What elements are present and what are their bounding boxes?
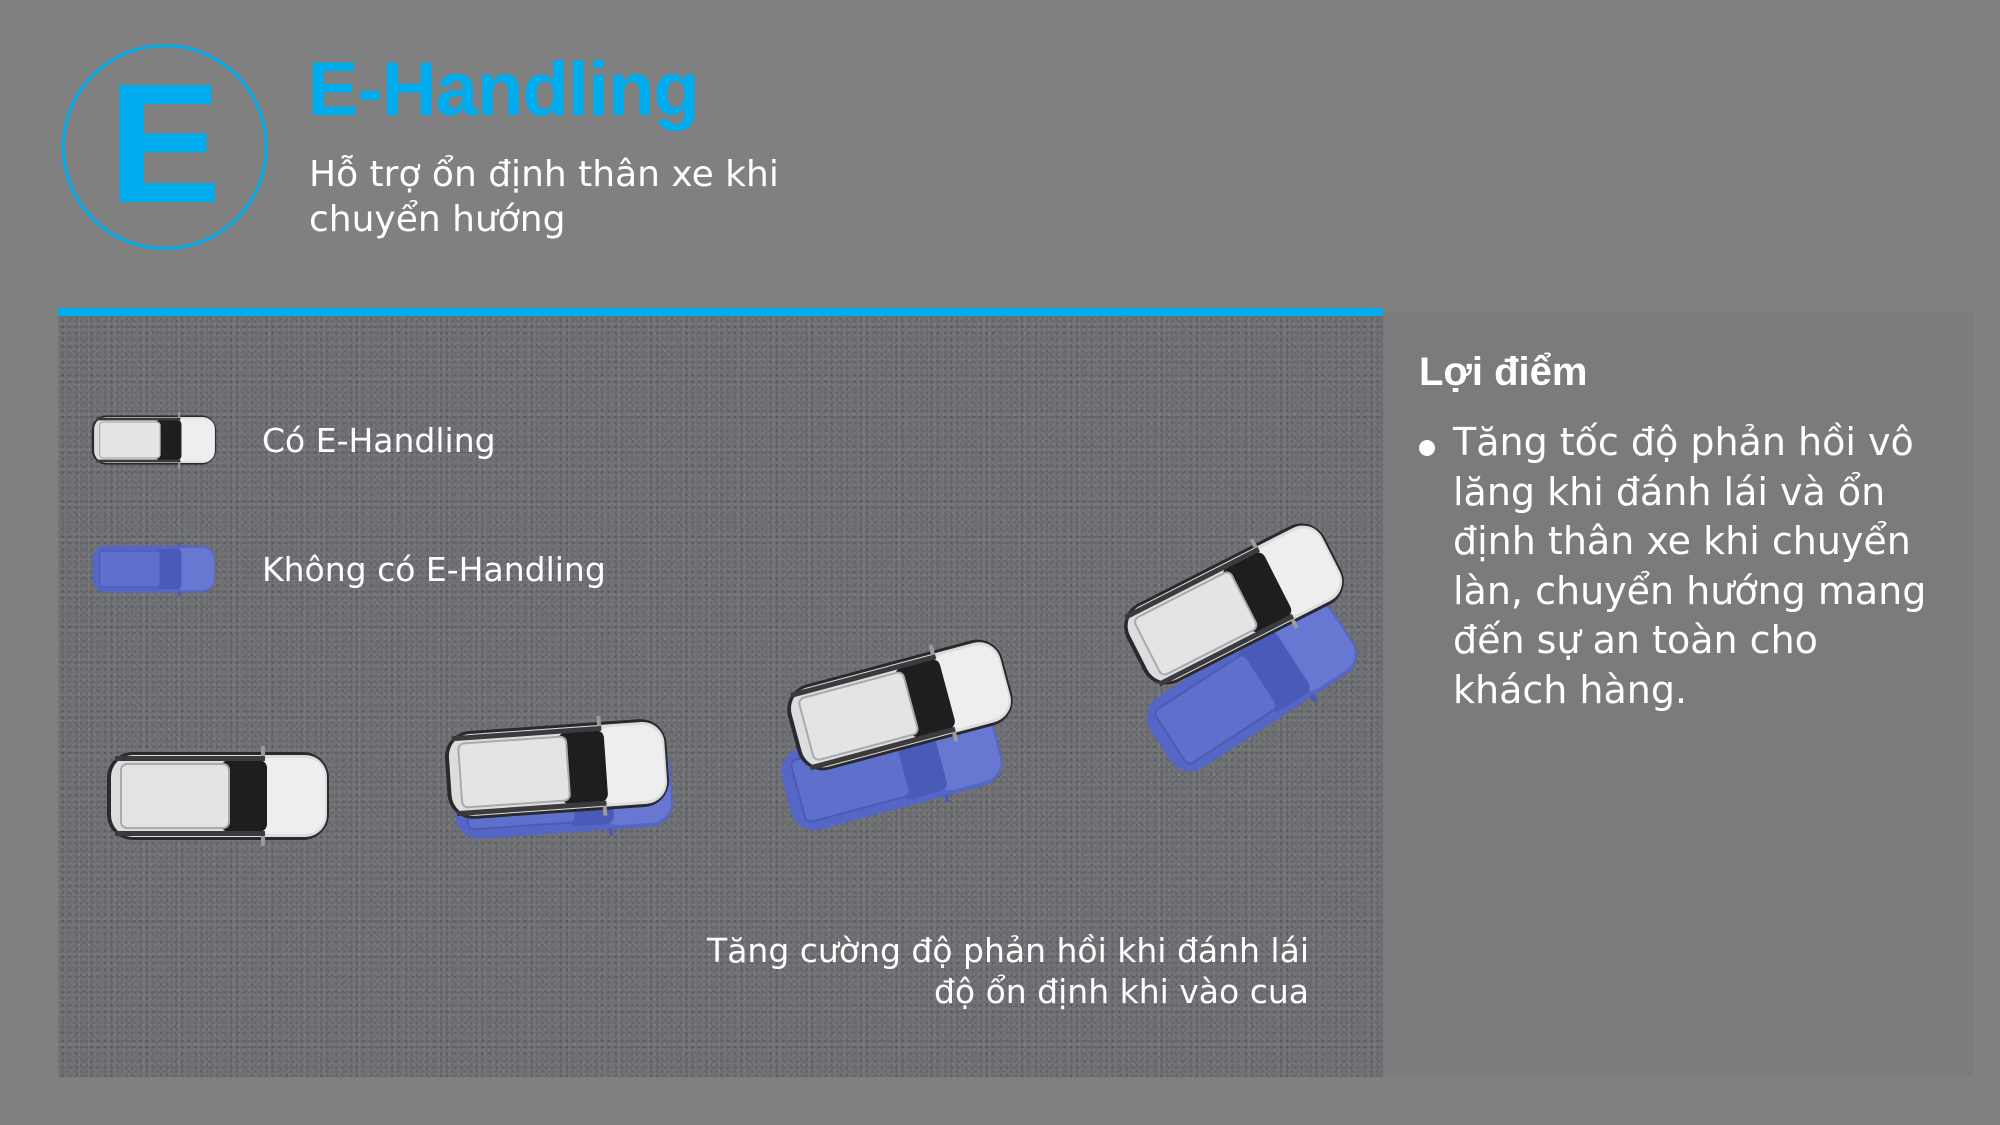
page-subtitle: Hỗ trợ ổn định thân xe khi chuyển hướng bbox=[309, 154, 779, 240]
logo-letter: E bbox=[108, 49, 222, 239]
page-title: E-Handling bbox=[308, 47, 700, 132]
white-car-icon bbox=[86, 412, 222, 468]
bullet-icon bbox=[1419, 440, 1435, 456]
blue-car-icon bbox=[86, 541, 222, 597]
legend-item-with-e-handling bbox=[86, 412, 496, 468]
benefits-panel bbox=[1383, 312, 1973, 1077]
benefit-list bbox=[1417, 418, 1937, 715]
accent-bar bbox=[58, 308, 1383, 316]
e-handling-logo bbox=[62, 44, 268, 250]
benefit-item bbox=[1417, 418, 1937, 715]
caption-line: độ ổn định khi vào cua bbox=[933, 972, 1309, 1011]
white-car-icon bbox=[438, 711, 676, 827]
legend-label: Có E-Handling bbox=[262, 420, 496, 460]
illustration-caption bbox=[707, 930, 1309, 1012]
legend-item-without-e-handling bbox=[86, 541, 606, 597]
benefit-text: Tăng tốc độ phản hồi vô lăng khi đánh lái và ổn định thân xe khi chuyển làn, chuyển hướng mang đến sự an toàn cho khách hàng. bbox=[1453, 420, 1927, 712]
legend-label: Không có E-Handling bbox=[262, 549, 606, 589]
benefits-title: Lợi điểm bbox=[1419, 350, 1588, 394]
white-car-icon bbox=[102, 746, 334, 846]
road-illustration bbox=[58, 308, 1383, 1077]
caption-line: Tăng cường độ phản hồi khi đánh lái bbox=[707, 931, 1309, 970]
